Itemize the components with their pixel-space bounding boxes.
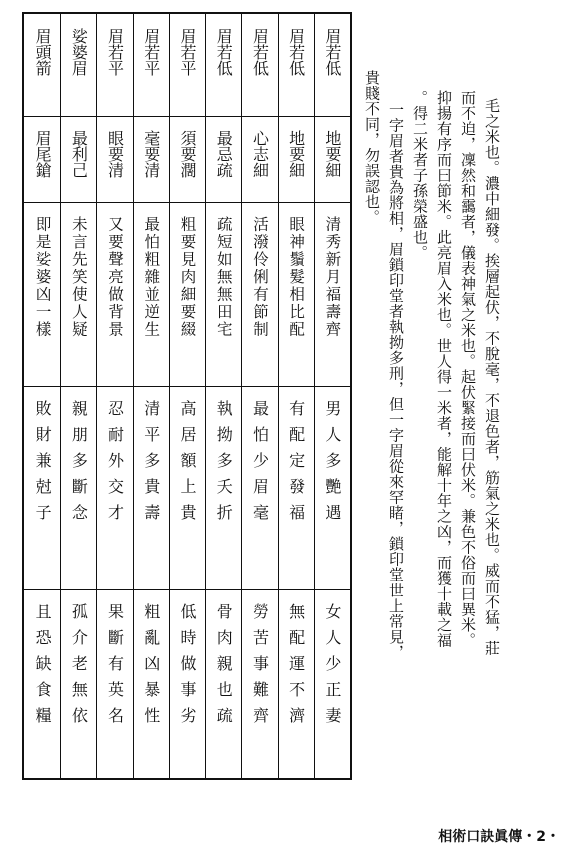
table-cell: 最怕粗雜並逆生 xyxy=(142,216,161,339)
table-column-divider xyxy=(314,14,315,778)
table-column-divider xyxy=(133,14,134,778)
table-cell: 眉若平 xyxy=(178,28,197,76)
commentary-text xyxy=(360,70,504,830)
table-cell: 勞苦事難齊 xyxy=(250,603,270,733)
commentary-line: 毛之米也。濃中細發。挨層起伏，不脫毫，不退色者，筋氣之米也。威而不猛，莊 xyxy=(483,98,501,656)
table-column-divider xyxy=(96,14,97,778)
table-cell: 女人少正妻 xyxy=(322,603,342,733)
table-cell: 眉頭箭 xyxy=(33,28,53,76)
table-column-divider xyxy=(278,14,279,778)
table-cell: 粗要見肉細要綴 xyxy=(178,216,197,339)
table-cell: 娑婆眉 xyxy=(69,28,89,76)
table-column-divider xyxy=(60,14,61,778)
table-column-divider xyxy=(169,14,170,778)
page-footer: 相術口訣眞傳・2・ xyxy=(438,829,560,845)
table-cell: 有配定發福 xyxy=(286,400,306,530)
table-cell: 即是娑婆凶一樣 xyxy=(33,216,52,339)
table-cell: 眼要清 xyxy=(105,130,125,178)
commentary-line: 一字眉者貴為將相，眉鎖印堂者執拗多刑，但一字眉從來罕睹，鎖印堂世上常見， xyxy=(387,102,405,660)
table-cell: 地要細 xyxy=(322,130,342,178)
table-cell: 最怕少眉毫 xyxy=(250,400,270,530)
commentary-line: 貴賤不同，勿誤認也。 xyxy=(363,70,381,225)
table-cell: 須要濶 xyxy=(178,130,197,178)
table-cell: 無配運不濟 xyxy=(286,603,306,733)
table-cell: 敗財兼尅子 xyxy=(33,400,53,530)
commentary-line: 而不迫，凜然和靄者，儀表神氣之米也。起伏緊接而曰伏米。兼色不俗而曰異米。 xyxy=(459,90,477,648)
table-cell: 清平多貴壽 xyxy=(141,400,161,530)
table-cell: 活潑伶俐有節制 xyxy=(250,216,269,339)
table-cell: 男人多艷遇 xyxy=(322,400,342,530)
table-cell: 疏短如無無田宅 xyxy=(214,216,233,339)
table-cell: 眉尾鎗 xyxy=(33,130,53,178)
table-cell: 毫要清 xyxy=(141,130,161,178)
table-cell: 粗亂凶暴性 xyxy=(141,603,161,733)
commentary-line: 。得二米者子孫榮盛也。 xyxy=(411,90,429,261)
table-row-divider xyxy=(24,386,350,387)
table-cell: 眉若平 xyxy=(105,28,125,76)
table-cell: 低時做事劣 xyxy=(178,603,197,733)
table-cell: 孤介老無依 xyxy=(69,603,89,733)
table-cell: 眉若平 xyxy=(141,28,161,76)
table-row-divider xyxy=(24,202,350,203)
table-cell: 果斷有英名 xyxy=(105,603,125,733)
table-cell: 骨肉親也疏 xyxy=(214,603,234,733)
table-cell: 最利己 xyxy=(69,130,89,178)
table-cell: 眉若低 xyxy=(322,28,342,76)
table-cell: 眉若低 xyxy=(286,28,306,76)
commentary-line: 抑揚有序而曰節米。此亮眉入米也。世人得一米者，能解十年之凶，而獲十載之福 xyxy=(435,90,453,648)
table-cell: 眉若低 xyxy=(250,28,270,76)
table-column-divider xyxy=(205,14,206,778)
table-cell: 心志細 xyxy=(250,130,270,178)
table-cell: 眉若低 xyxy=(214,28,234,76)
table-cell: 地要細 xyxy=(286,130,306,178)
table-cell: 高居額上貴 xyxy=(178,400,197,530)
table-cell: 又要聲亮做背景 xyxy=(106,216,125,339)
table-cell: 眼神鬚髮相比配 xyxy=(287,216,306,339)
table-cell: 最忌疏 xyxy=(214,130,234,178)
table-cell: 未言先笑使人疑 xyxy=(69,216,88,339)
table-column-divider xyxy=(241,14,242,778)
table-row-divider xyxy=(24,116,350,117)
rhyme-table xyxy=(22,12,352,780)
table-cell: 清秀新月福壽齊 xyxy=(323,216,342,339)
table-cell: 親朋多斷念 xyxy=(69,400,89,530)
table-cell: 忍耐外交才 xyxy=(105,400,125,530)
table-cell: 執拗多夭折 xyxy=(214,400,234,530)
table-row-divider xyxy=(24,589,350,590)
table-cell: 且恐缺食糧 xyxy=(33,603,53,733)
